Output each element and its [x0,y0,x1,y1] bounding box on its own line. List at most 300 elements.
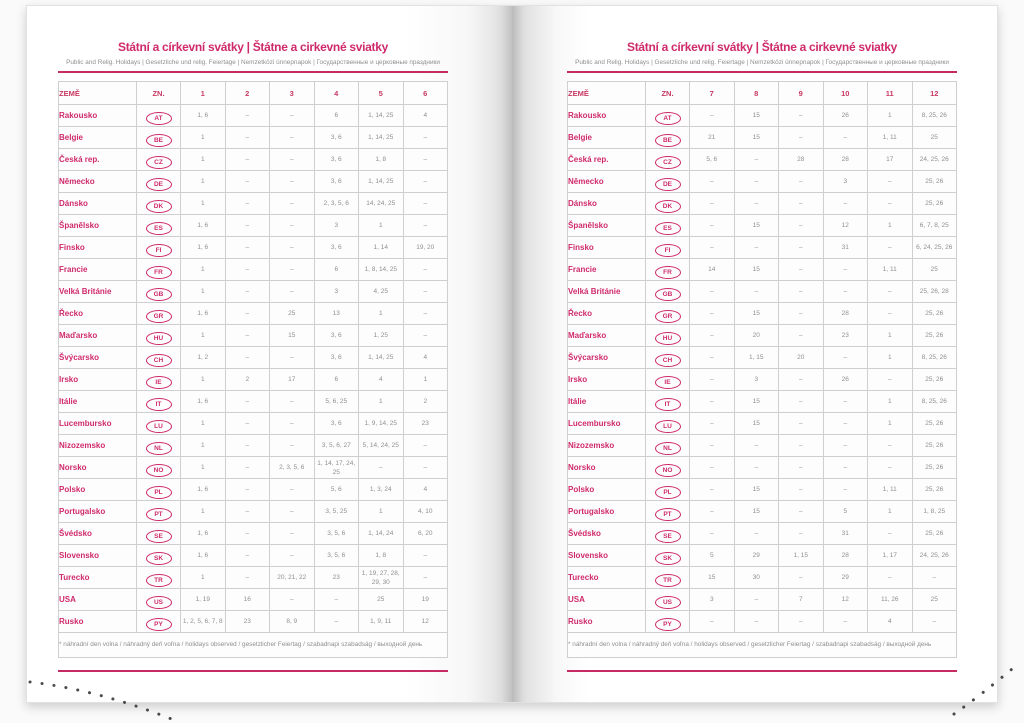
country-row [568,545,957,567]
holiday-days-cell: – [314,611,359,633]
holiday-days-cell: – [690,435,735,457]
holiday-days-cell: – [690,237,735,259]
country-row [568,237,957,259]
column-header-country: ZEMĚ [59,82,137,105]
holiday-days-cell: – [823,413,868,435]
holiday-days-cell: – [690,281,735,303]
holiday-days-cell: – [403,149,448,171]
holiday-days-cell: 5 [690,545,735,567]
holiday-days-cell: – [403,281,448,303]
holiday-days-cell: 3, 5, 6 [314,545,359,567]
holiday-days-cell: 1 [868,325,913,347]
holiday-days-cell: – [779,281,824,303]
country-code-cell [646,479,690,501]
holiday-days-cell: 23 [225,611,270,633]
holiday-days-cell: – [868,567,913,589]
holiday-days-cell: 15 [734,127,779,149]
country-code-cell [137,457,181,479]
country-name: Řecko [59,303,137,325]
holiday-days-cell: 3 [734,369,779,391]
holiday-days-cell: 4, 25 [359,281,404,303]
holiday-days-cell: 15 [734,501,779,523]
country-row [568,457,957,479]
country-code-badge: TR [146,574,172,587]
holiday-days-cell: – [270,479,315,501]
page-subtitle: Public and Relig. Holidays | Gesetzliche und relig. Feiertage | Nemzetközi ünnepnapok | Государственные и церковные праздники [575,59,949,66]
holiday-days-cell: – [912,567,957,589]
holiday-days-cell: 25, 26, 28 [912,281,957,303]
country-row [568,171,957,193]
holiday-days-cell: – [690,347,735,369]
country-code-cell [646,545,690,567]
holiday-days-cell: 1, 9, 11 [359,611,404,633]
column-header-month-12: 12 [912,82,957,105]
holiday-days-cell: – [734,193,779,215]
holiday-days-cell: 8, 25, 26 [912,347,957,369]
holiday-days-cell: – [225,105,270,127]
country-name: Lucembursko [59,413,137,435]
country-row [568,303,957,325]
country-code-cell [137,127,181,149]
country-code-cell [646,149,690,171]
holiday-days-cell: – [779,369,824,391]
country-code-cell [137,281,181,303]
holiday-days-cell: 25 [912,589,957,611]
holiday-days-cell: 1 [359,501,404,523]
holiday-days-cell: – [690,523,735,545]
holiday-days-cell: 4 [403,347,448,369]
country-row [568,567,957,589]
country-code-badge: SE [146,530,172,543]
holiday-days-cell: – [734,435,779,457]
holiday-days-cell: – [734,589,779,611]
country-name: Portugalsko [59,501,137,523]
holiday-days-cell: – [270,413,315,435]
country-row [59,501,448,523]
holiday-days-cell: 1, 15 [779,545,824,567]
country-name: Lucembursko [568,413,646,435]
holiday-days-cell: – [868,369,913,391]
country-code-badge: ES [146,222,172,235]
country-row [59,127,448,149]
holiday-days-cell: – [225,545,270,567]
holiday-days-cell: 2 [403,391,448,413]
holiday-days-cell: 3, 6 [314,325,359,347]
holiday-days-cell: 2, 3, 5, 6 [314,193,359,215]
holiday-days-cell: 16 [225,589,270,611]
country-name: Irsko [568,369,646,391]
holiday-days-cell: 15 [270,325,315,347]
country-name: Velká Británie [59,281,137,303]
holiday-days-cell: – [403,325,448,347]
holiday-days-cell: – [225,435,270,457]
country-code-cell [137,193,181,215]
holiday-days-cell: 6 [314,369,359,391]
holiday-days-cell: – [403,171,448,193]
holiday-days-cell: – [779,215,824,237]
country-row [568,325,957,347]
holiday-days-cell: 25 [270,303,315,325]
holiday-days-cell: 1 [359,303,404,325]
country-row [59,325,448,347]
holiday-days-cell: – [225,479,270,501]
holiday-days-cell: – [690,105,735,127]
holiday-days-cell: 12 [823,215,868,237]
holiday-days-cell: 25, 26 [912,193,957,215]
holiday-days-cell: 1 [403,369,448,391]
holiday-days-cell: – [779,567,824,589]
country-code-cell [646,127,690,149]
holiday-days-cell: 15 [734,413,779,435]
holiday-days-cell: – [868,457,913,479]
holiday-days-cell: – [270,501,315,523]
holiday-days-cell: 19 [403,589,448,611]
page-title: Státní a církevní svátky | Štátne a cirkevné sviatky [118,40,388,54]
country-code-badge: SK [146,552,172,565]
country-row [568,589,957,611]
holiday-days-cell: – [690,325,735,347]
holiday-days-cell: 1 [868,347,913,369]
header-row [59,82,448,105]
country-code-badge: IT [655,398,681,411]
holiday-days-cell: – [690,457,735,479]
holiday-days-cell: 7 [779,589,824,611]
country-code-badge: FI [146,244,172,257]
holiday-days-cell: 15 [734,215,779,237]
country-code-badge: IE [655,376,681,389]
holiday-days-cell: 1, 6 [181,105,226,127]
country-code-cell [646,171,690,193]
holiday-days-cell: – [779,171,824,193]
holiday-days-cell: – [690,193,735,215]
holiday-days-cell: 25 [359,589,404,611]
column-header-month-3: 3 [270,82,315,105]
holiday-days-cell: 1 [359,215,404,237]
right-page-content [567,40,957,672]
holiday-days-cell: 1 [181,127,226,149]
holiday-days-cell: – [225,567,270,589]
holiday-days-cell: 1 [181,413,226,435]
holiday-days-cell: – [225,501,270,523]
country-name: Česká rep. [59,149,137,171]
holiday-days-cell: – [823,259,868,281]
holiday-days-cell: 12 [823,589,868,611]
holiday-days-cell: 26 [823,105,868,127]
holiday-days-cell: – [225,193,270,215]
column-header-month-5: 5 [359,82,404,105]
country-row [59,589,448,611]
holiday-days-cell: – [403,545,448,567]
country-code-cell [646,567,690,589]
holiday-days-cell: – [270,523,315,545]
holiday-days-cell: – [270,545,315,567]
holiday-days-cell: 3 [690,589,735,611]
country-code-badge: CZ [655,156,681,169]
holiday-days-cell: 1 [868,501,913,523]
holiday-days-cell: 31 [823,523,868,545]
country-code-badge: BE [655,134,681,147]
holiday-days-cell: 1, 6 [181,237,226,259]
holiday-days-cell: – [868,193,913,215]
holiday-days-cell: – [270,105,315,127]
country-code-badge: PY [655,618,681,631]
holiday-days-cell: 14 [690,259,735,281]
holiday-days-cell: – [225,281,270,303]
holiday-days-cell: 1, 14 [359,237,404,259]
header-row [568,82,957,105]
country-code-cell [137,567,181,589]
holiday-days-cell: – [690,391,735,413]
country-code-cell [137,237,181,259]
country-row [59,303,448,325]
country-code-badge: AT [655,112,681,125]
country-code-cell [137,589,181,611]
holiday-days-cell: – [690,501,735,523]
country-code-badge: AT [146,112,172,125]
holiday-days-cell: – [225,215,270,237]
country-name: Francie [59,259,137,281]
holiday-days-cell: – [270,127,315,149]
holiday-days-cell: 3, 6 [314,237,359,259]
column-header-month-9: 9 [779,82,824,105]
country-code-badge: GB [146,288,172,301]
holiday-days-cell: – [823,479,868,501]
holiday-days-cell: 1 [359,391,404,413]
holiday-days-cell: 4 [403,479,448,501]
country-code-badge: GR [655,310,681,323]
holiday-days-cell: – [403,127,448,149]
country-name: Maďarsko [568,325,646,347]
country-code-cell [137,545,181,567]
country-name: Belgie [568,127,646,149]
holiday-days-cell: – [225,347,270,369]
country-code-cell [646,347,690,369]
country-code-badge: CH [146,354,172,367]
holiday-days-cell: – [270,193,315,215]
country-code-badge: PL [146,486,172,499]
country-name: Švédsko [568,523,646,545]
country-row [59,347,448,369]
holiday-days-cell: 3, 6 [314,171,359,193]
country-code-badge: TR [655,574,681,587]
country-row [59,105,448,127]
holiday-days-cell: – [690,303,735,325]
holiday-days-cell: – [868,281,913,303]
holiday-days-cell: – [823,435,868,457]
holiday-days-cell: – [779,523,824,545]
holiday-days-cell: 17 [270,369,315,391]
country-name: Itálie [59,391,137,413]
country-code-badge: NL [655,442,681,455]
holiday-days-cell: 1, 9, 14, 25 [359,413,404,435]
holiday-days-cell: – [225,523,270,545]
holiday-days-cell: 1, 8, 14, 25 [359,259,404,281]
holiday-days-cell: 2, 3, 5, 6 [270,457,315,479]
country-code-badge: PT [655,508,681,521]
country-code-badge: FR [655,266,681,279]
holiday-days-cell: 1 [181,325,226,347]
holiday-days-cell: – [690,479,735,501]
holiday-days-cell: 17 [868,149,913,171]
holiday-days-cell: – [868,237,913,259]
holiday-days-cell: 13 [314,303,359,325]
country-code-badge: GB [655,288,681,301]
holiday-days-cell: – [779,127,824,149]
holiday-days-cell: 30 [734,567,779,589]
holiday-days-cell: – [823,457,868,479]
holiday-days-cell: 20, 21, 22 [270,567,315,589]
holiday-days-cell: 4 [359,369,404,391]
holiday-days-cell: – [868,303,913,325]
country-code-cell [646,325,690,347]
column-header-month-8: 8 [734,82,779,105]
country-row [59,611,448,633]
country-code-cell [646,303,690,325]
country-code-badge: LU [146,420,172,433]
country-name: Slovensko [59,545,137,567]
holiday-days-cell: – [823,347,868,369]
holiday-days-cell: 3, 5, 6, 27 [314,435,359,457]
holiday-days-cell: – [779,303,824,325]
holiday-days-cell: 1, 6 [181,391,226,413]
holiday-days-cell: – [403,215,448,237]
country-code-badge: ES [655,222,681,235]
country-name: Nizozemsko [568,435,646,457]
holiday-days-cell: – [734,611,779,633]
holiday-days-cell: 1 [181,369,226,391]
holiday-days-cell: – [734,237,779,259]
holiday-days-cell: 25, 26 [912,303,957,325]
country-code-badge: NL [146,442,172,455]
country-name: Itálie [568,391,646,413]
holiday-days-cell: – [690,215,735,237]
holiday-days-cell: – [270,149,315,171]
holiday-days-cell: 1 [868,215,913,237]
country-code-badge: FI [655,244,681,257]
holiday-days-cell: 1, 14, 17, 24, 25 [314,457,359,479]
column-header-month-1: 1 [181,82,226,105]
holiday-days-cell: 1 [181,435,226,457]
country-name: Česká rep. [568,149,646,171]
holiday-days-cell: 1 [181,259,226,281]
holiday-days-cell: 11, 26 [868,589,913,611]
country-code-cell [646,391,690,413]
holiday-days-cell: 5, 14, 24, 25 [359,435,404,457]
country-row [59,567,448,589]
holiday-days-cell: 24, 25, 26 [912,149,957,171]
holiday-days-cell: 23 [403,413,448,435]
holiday-days-cell: – [359,457,404,479]
country-name: Rusko [568,611,646,633]
country-code-cell [137,435,181,457]
column-header-country: ZEMĚ [568,82,646,105]
holiday-days-cell: 31 [823,237,868,259]
country-code-cell [646,193,690,215]
country-code-cell [137,215,181,237]
country-name: Švýcarsko [59,347,137,369]
country-code-cell [137,611,181,633]
country-row [568,193,957,215]
holiday-days-cell: 1 [181,281,226,303]
column-header-month-4: 4 [314,82,359,105]
holiday-days-cell: 1 [181,567,226,589]
holiday-days-cell: 15 [734,479,779,501]
country-code-cell [646,523,690,545]
country-name: Rusko [59,611,137,633]
holiday-days-cell: 1, 6 [181,479,226,501]
holiday-days-cell: 26 [823,369,868,391]
holiday-days-cell: 21 [690,127,735,149]
country-code-cell [646,413,690,435]
holiday-days-cell: 1, 14, 25 [359,127,404,149]
country-row [59,281,448,303]
page-title: Státní a církevní svátky | Štátne a cirkevné sviatky [627,40,897,54]
country-name: Turecko [59,567,137,589]
holiday-days-cell: 3, 5, 25 [314,501,359,523]
holiday-days-cell: – [270,281,315,303]
holiday-days-cell: – [868,435,913,457]
country-code-cell [646,259,690,281]
country-name: Norsko [568,457,646,479]
holiday-days-cell: – [823,391,868,413]
country-name: Polsko [568,479,646,501]
country-code-cell [646,281,690,303]
holiday-days-cell: 3 [823,171,868,193]
holiday-days-cell: 1, 19 [181,589,226,611]
holiday-days-cell: 1, 11 [868,259,913,281]
holiday-days-cell: – [823,127,868,149]
holiday-days-cell: 1 [868,105,913,127]
holiday-days-cell: – [225,127,270,149]
holiday-days-cell: 1, 6 [181,215,226,237]
country-code-badge: US [655,596,681,609]
holiday-days-cell: – [225,171,270,193]
country-code-cell [646,369,690,391]
country-name: Dánsko [568,193,646,215]
country-row [568,391,957,413]
country-name: Švýcarsko [568,347,646,369]
holiday-days-cell: 1 [181,149,226,171]
country-name: Rakousko [568,105,646,127]
country-name: Turecko [568,567,646,589]
holiday-days-cell: 3, 6 [314,149,359,171]
country-name: Maďarsko [59,325,137,347]
holiday-days-cell: – [779,325,824,347]
country-row [568,501,957,523]
holiday-days-cell: – [403,193,448,215]
holiday-days-cell: 1, 14, 24 [359,523,404,545]
holiday-days-cell: 1 [868,391,913,413]
holiday-days-cell: 6 [314,259,359,281]
holiday-days-cell: 1, 14, 25 [359,171,404,193]
country-code-cell [137,369,181,391]
country-row [59,413,448,435]
holiday-days-cell: 4 [403,105,448,127]
holiday-days-cell: 28 [779,149,824,171]
holiday-days-cell: 25, 26 [912,325,957,347]
holiday-days-cell: – [779,193,824,215]
column-header-month-10: 10 [823,82,868,105]
country-row [59,457,448,479]
country-name: Nizozemsko [59,435,137,457]
country-code-cell [137,259,181,281]
country-row [568,105,957,127]
holiday-days-cell: – [779,391,824,413]
holiday-days-cell: 1 [181,193,226,215]
country-code-badge: NO [146,464,172,477]
holiday-days-cell: 3, 6 [314,413,359,435]
holiday-days-cell: 1, 17 [868,545,913,567]
